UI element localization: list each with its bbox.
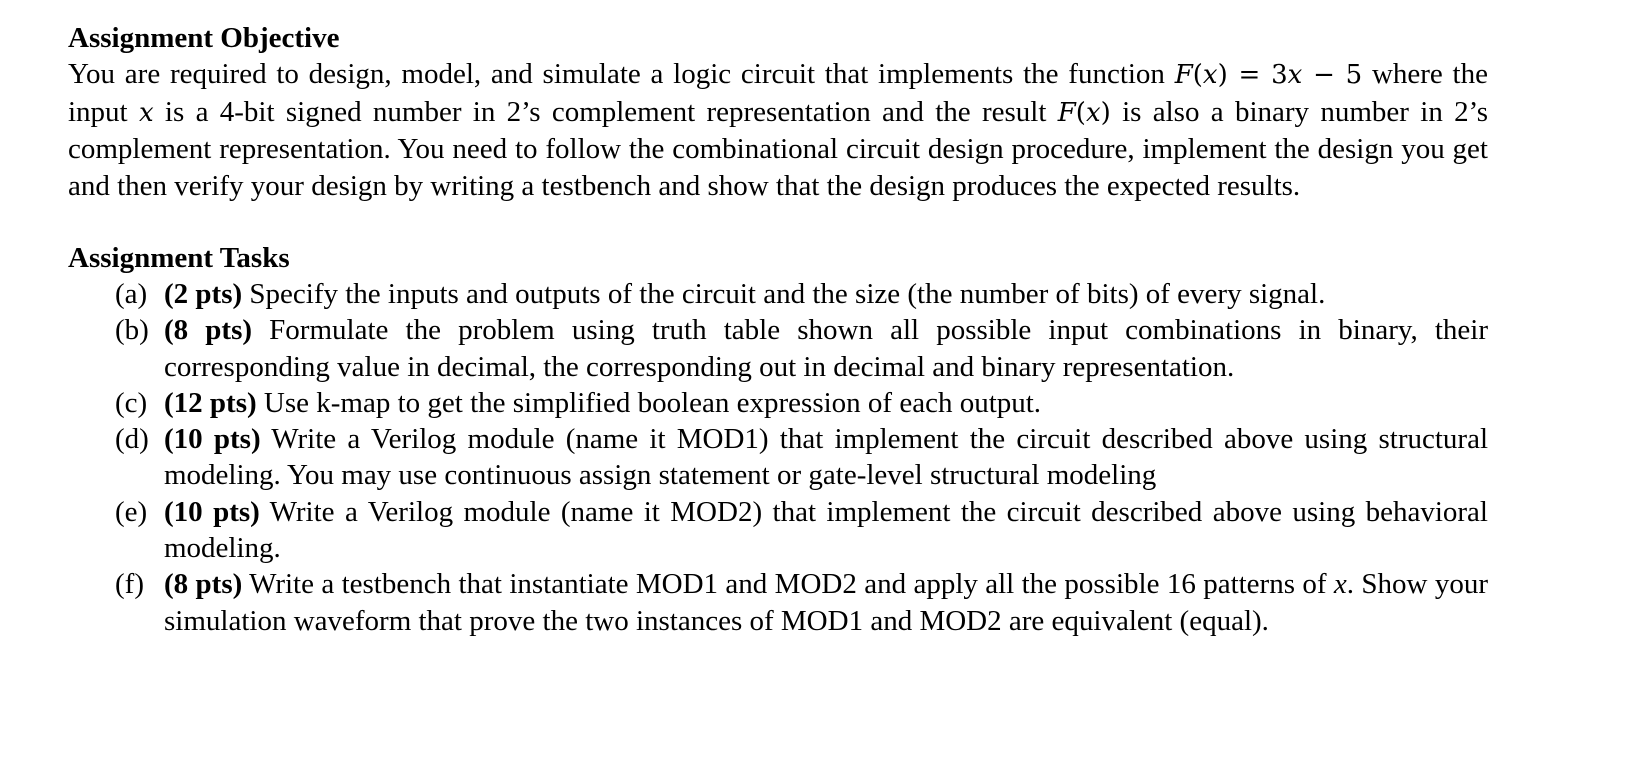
task-text: Write a Verilog module (name it MOD2) that implement the circuit described above using behavioral modeling. [164, 495, 1488, 565]
task-points: (10 pts) [164, 423, 261, 456]
objective-text-3: is a 4-bit signed number in 2’s complement representation and the result [153, 95, 1058, 128]
task-marker: (d) [115, 423, 149, 456]
section-spacer [68, 204, 1488, 240]
equals-sign: = [1227, 60, 1272, 90]
result-paren-open: ( [1075, 97, 1086, 128]
objective-section [68, 20, 1488, 204]
function-paren-close: ) [1217, 60, 1228, 90]
objective-text-1: You are required to design, model, and simulate a logic circuit that implements the function [68, 58, 1175, 90]
task-text: Use k-map to get the simplified boolean expression of each output. [256, 386, 1042, 419]
function-paren-open: ( [1192, 60, 1203, 90]
task-item-a [68, 276, 1488, 312]
expression-coefficient: 3 [1271, 60, 1288, 90]
task-list [68, 276, 1488, 639]
task-marker: (a) [115, 278, 148, 310]
task-marker: (f) [115, 568, 144, 601]
tasks-section [68, 240, 1488, 639]
task-points: (8 pts) [164, 314, 253, 347]
expression-constant: − 5 [1302, 60, 1363, 90]
task-points: (10 pts) [164, 495, 260, 528]
pattern-variable: x [1333, 568, 1347, 601]
task-marker: (c) [115, 386, 148, 419]
result-function-symbol: F [1057, 97, 1076, 128]
function-argument: x [1202, 60, 1218, 90]
task-points: (2 pts) [164, 278, 243, 310]
task-marker: (e) [115, 495, 148, 528]
task-item-b [68, 312, 1488, 385]
task-item-e [68, 494, 1488, 567]
objective-heading: Assignment Objective [68, 22, 340, 54]
function-symbol: F [1174, 60, 1193, 90]
result-function-argument: x [1085, 97, 1101, 128]
task-points: (8 pts) [164, 568, 243, 601]
result-paren-close: ) [1100, 97, 1111, 128]
expression-variable: x [1287, 60, 1303, 90]
task-text: Formulate the problem using truth table shown all possible input combinations in binary, their corresponding value in decimal, the corresponding out in decimal and binary representation. [164, 314, 1488, 383]
task-text-end: . Show your simulation waveform that prove the two instances of MOD1 and MOD2 are equivalent (equal). [164, 568, 1489, 637]
task-text: Write a testbench that instantiate MOD1 and MOD2 and apply all the possible 16 patterns of [242, 568, 1334, 601]
task-item-d [68, 421, 1488, 494]
task-item-c [68, 385, 1488, 421]
task-marker: (b) [115, 314, 149, 347]
input-variable: x [138, 97, 154, 128]
objective-text-2: where the input [68, 58, 1488, 128]
document-page [68, 20, 1488, 639]
task-text: Specify the inputs and outputs of the circuit and the size (the number of bits) of every signal. [242, 278, 1326, 310]
task-text: Write a Verilog module (name it MOD1) that implement the circuit described above using structural modeling. You may use continuous assign statement or gate-level structural modeling [164, 423, 1488, 492]
tasks-heading: Assignment Tasks [68, 242, 290, 274]
task-points: (12 pts) [164, 386, 257, 419]
task-item-f [68, 566, 1488, 639]
objective-paragraph [68, 56, 1488, 204]
objective-text-4: is also a binary number in 2’s complement representation. You need to follow the combinational circuit design procedure, implement the design you get and then verify your design by writing a testbench and show that the design produces the expected results. [68, 95, 1488, 202]
